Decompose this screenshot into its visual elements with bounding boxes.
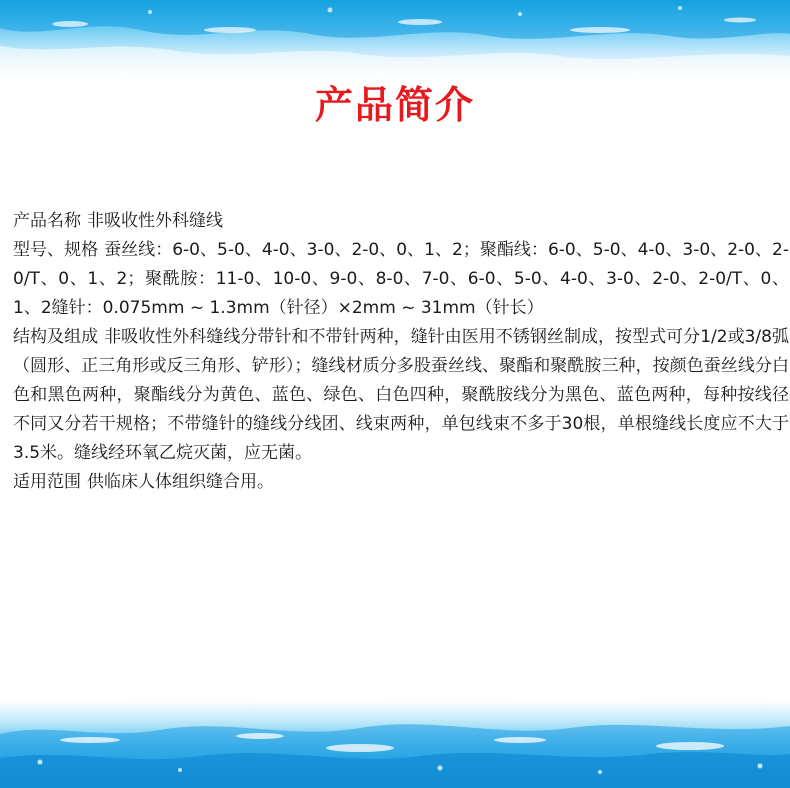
page-title: 产品简介 [314,83,475,127]
water-banner-bottom [0,700,790,788]
section-text: 非吸收性外科缝线分带针和不带针两种，缝针由医用不锈钢丝制成，按型式可分1/2或3/8弧（圆形、正三角形或反三角形、铲形）；缝线材质分多股蚕丝线、聚酯和聚酰胺三种，按颜色蚕丝线分白色和黑色两种，聚酯线分为黄色、蓝色、绿色、白色四种，聚酰胺线分为黑色、蓝色两种，每种按线径不同又分若干规格；不带缝针的缝线分线团、线束两种，单包线束不多于30根，单根缝线长度应不大于3.5米。缝线经环氧乙烷灭菌，应无菌。 [13,327,790,463]
section-product-name [13,207,789,236]
product-description [13,207,789,497]
section-scope [13,468,789,497]
section-text: 非吸收性外科缝线 [87,211,223,231]
section-label: 结构及组成 [13,327,99,347]
section-label: 型号、规格 [13,240,99,260]
section-text: 供临床人体组织缝合用。 [87,472,274,492]
water-banner-top [0,0,790,84]
section-model-spec [13,236,789,323]
section-label: 适用范围 [13,472,81,492]
section-text: 蚕丝线：6-0、5-0、4-0、3-0、2-0、0、1、2；聚酯线：6-0、5-0、4-0、3-0、2-0、2-0/T、0、1、2；聚酰胺：11-0、10-0、9-0、8-0、7-0、6-0、5-0、4-0、3-0、2-0、2-0/T、0、1、2缝针：0.075mm ~ 1.3mm（针径）×2mm ~ 31mm（针长） [13,240,789,318]
section-structure [13,323,789,468]
water-wave-bottom [0,700,790,788]
section-label: 产品名称 [13,211,81,231]
water-wave-top [0,0,790,84]
